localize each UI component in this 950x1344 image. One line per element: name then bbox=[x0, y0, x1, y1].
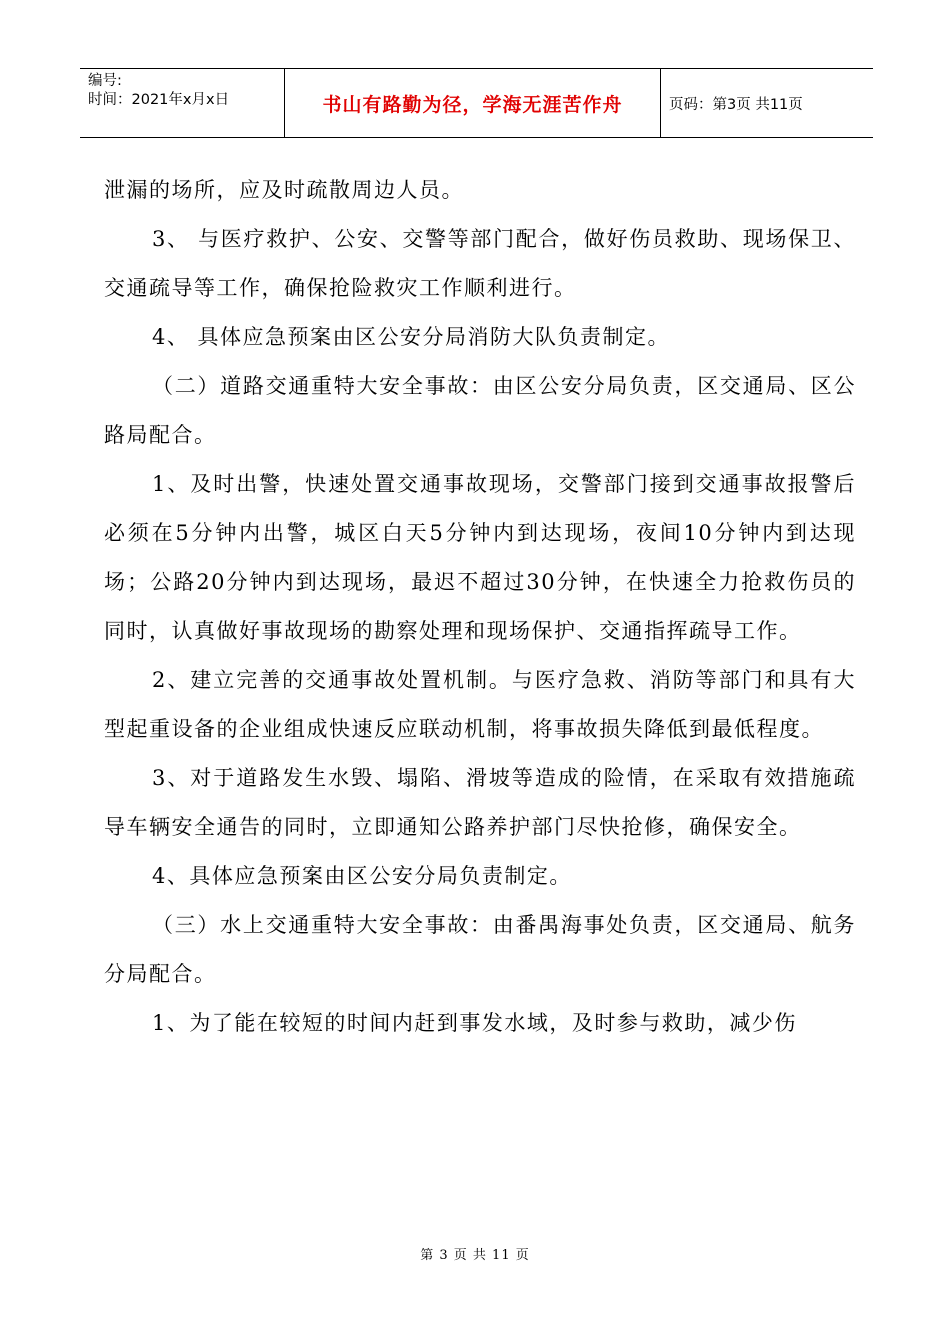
paragraph: 4、 具体应急预案由区公安分局消防大队负责制定。 bbox=[152, 325, 671, 349]
page-info-text: 页码：第3页 共11页 bbox=[669, 96, 803, 113]
paragraph: 1、为了能在较短的时间内赶到事发水域，及时参与救助，减少伤 bbox=[152, 1011, 797, 1035]
paragraph: 3、 与医疗救护、公安、交警等部门配合，做好伤员救助、现场保卫、交通疏导等工作，确保抢险救灾工作顺利进行。 bbox=[104, 227, 856, 300]
section-heading: （三）水上交通重特大安全事故：由番禺海事处负责，区交通局、航务分局配合。 bbox=[104, 913, 856, 986]
slogan-text: 书山有路勤为径，学海无涯苦作舟 bbox=[322, 93, 623, 116]
number-label: 编号: bbox=[88, 73, 122, 89]
paragraph: 3、对于道路发生水毁、塌陷、滑坡等造成的险情，在采取有效措施疏导车辆安全通告的同时，立即通知公路养护部门尽快抢修，确保安全。 bbox=[104, 766, 856, 839]
paragraph: 泄漏的场所，应及时疏散周边人员。 bbox=[104, 178, 464, 202]
document-header bbox=[80, 68, 873, 138]
paragraph: 1、及时出警，快速处置交通事故现场，交警部门接到交通事故报警后必须在5分钟内出警，城区白天5分钟内到达现场，夜间10分钟内到达现场；公路20分钟内到达现场，最迟不超过30分钟，在快速全力抢救伤员的同时，认真做好事故现场的勘察处理和现场保护、交通指挥疏导工作。 bbox=[104, 472, 856, 643]
time-label: 时间：2021年x月x日 bbox=[88, 92, 230, 108]
header-page-info bbox=[661, 69, 873, 137]
section-heading: （二）道路交通重特大安全事故：由区公安分局负责，区交通局、区公路局配合。 bbox=[104, 374, 856, 447]
page-footer bbox=[0, 1244, 950, 1263]
header-meta bbox=[80, 69, 285, 137]
paragraph: 4、具体应急预案由区公安分局负责制定。 bbox=[152, 864, 572, 888]
paragraph: 2、建立完善的交通事故处置机制。与医疗急救、消防等部门和具有大型起重设备的企业组成快速反应联动机制，将事故损失降低到最低程度。 bbox=[104, 668, 856, 741]
document-body bbox=[104, 166, 856, 1048]
header-slogan-cell bbox=[285, 69, 661, 137]
footer-page-number: 第 3 页 共 11 页 bbox=[420, 1248, 530, 1263]
